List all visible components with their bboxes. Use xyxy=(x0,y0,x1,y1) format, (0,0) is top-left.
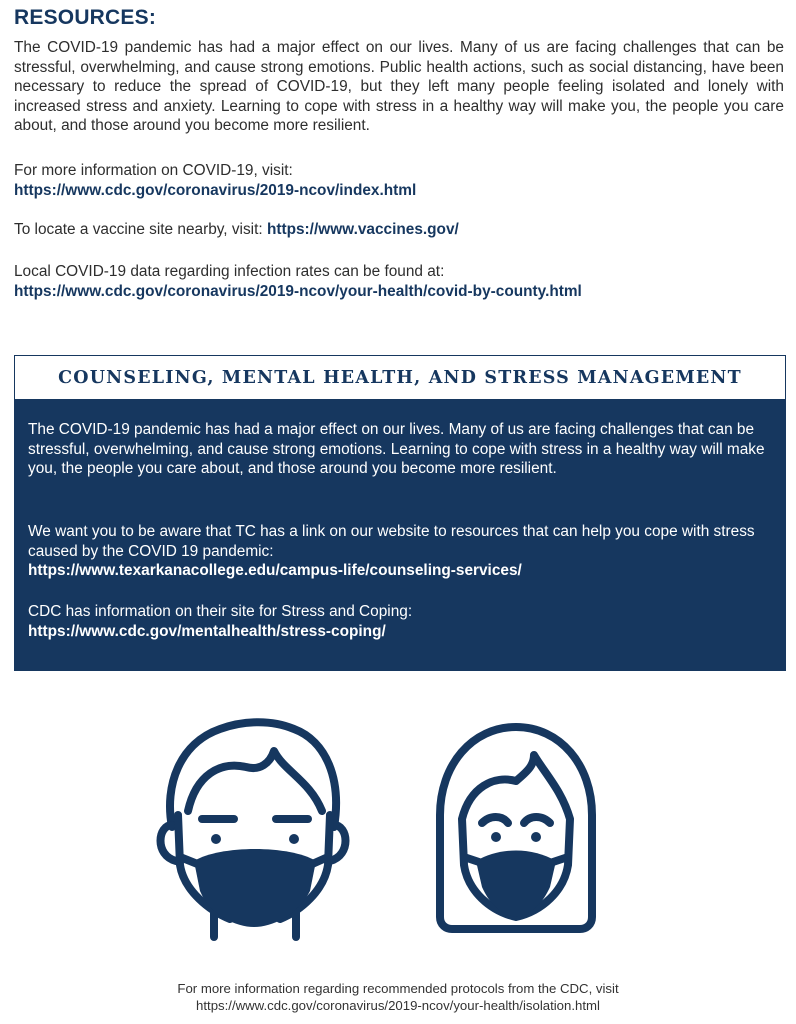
footer-text: For more information regarding recommended protocols from the CDC, visit xyxy=(177,981,619,996)
stress-coping-link[interactable]: https://www.cdc.gov/mentalhealth/stress-coping/ xyxy=(28,622,386,640)
covid-info-block xyxy=(14,161,784,200)
counseling-para3 xyxy=(28,602,776,641)
covid-info-text: For more information on COVID-19, visit: xyxy=(14,162,293,179)
vaccine-link[interactable]: https://www.vaccines.gov/ xyxy=(266,221,459,238)
counseling-title-bar xyxy=(15,356,785,400)
counseling-services-link[interactable]: https://www.texarkanacollege.edu/campus-life/counseling-services/ xyxy=(28,562,522,580)
counseling-para2 xyxy=(28,522,776,581)
counseling-section xyxy=(14,355,786,671)
footer-link[interactable]: https://www.cdc.gov/coronavirus/2019-ncov/your-health/isolation.html xyxy=(196,998,600,1013)
counseling-title: COUNSELING, MENTAL HEALTH, AND STRESS MANAGEMENT xyxy=(58,367,742,388)
vaccine-text: To locate a vaccine site nearby, visit: xyxy=(14,221,263,238)
local-data-text: Local COVID-19 data regarding infection rates can be found at: xyxy=(14,263,445,280)
resources-heading: RESOURCES: xyxy=(14,6,157,29)
covid-info-link[interactable]: https://www.cdc.gov/coronavirus/2019-ncov/index.html xyxy=(14,181,417,199)
counseling-para2-text: We want you to be aware that TC has a link on our website to resources that can help you cope with stress caused by the COVID 19 pandemic: xyxy=(28,523,755,560)
local-data-block xyxy=(14,262,784,301)
vaccine-block xyxy=(14,220,784,240)
masked-people-illustration xyxy=(150,715,650,955)
counseling-para1: The COVID-19 pandemic has had a major effect on our lives. Many of us are facing challenges that can be stressful, overwhelming, and cause strong emotions. Learning to cope with stress in a healthy way will make you, the people you care about, and those around you become more resilient. xyxy=(28,421,765,478)
resources-intro: The COVID-19 pandemic has had a major effect on our lives. Many of us are facing challenges that can be stressful, overwhelming, and cause strong emotions. Public health actions, such as social distancing, have been necessary to reduce the spread of COVID-19, but they left many people feeling isolated and lonely with increased stress and anxiety. Learning to cope with stress in a healthy way will make you, the people you care about, and those around you become more resilient. xyxy=(14,39,784,135)
local-data-link[interactable]: https://www.cdc.gov/coronavirus/2019-ncov/your-health/covid-by-county.html xyxy=(14,282,582,300)
footer xyxy=(0,980,796,1014)
counseling-para3-text: CDC has information on their site for Stress and Coping: xyxy=(28,603,413,620)
